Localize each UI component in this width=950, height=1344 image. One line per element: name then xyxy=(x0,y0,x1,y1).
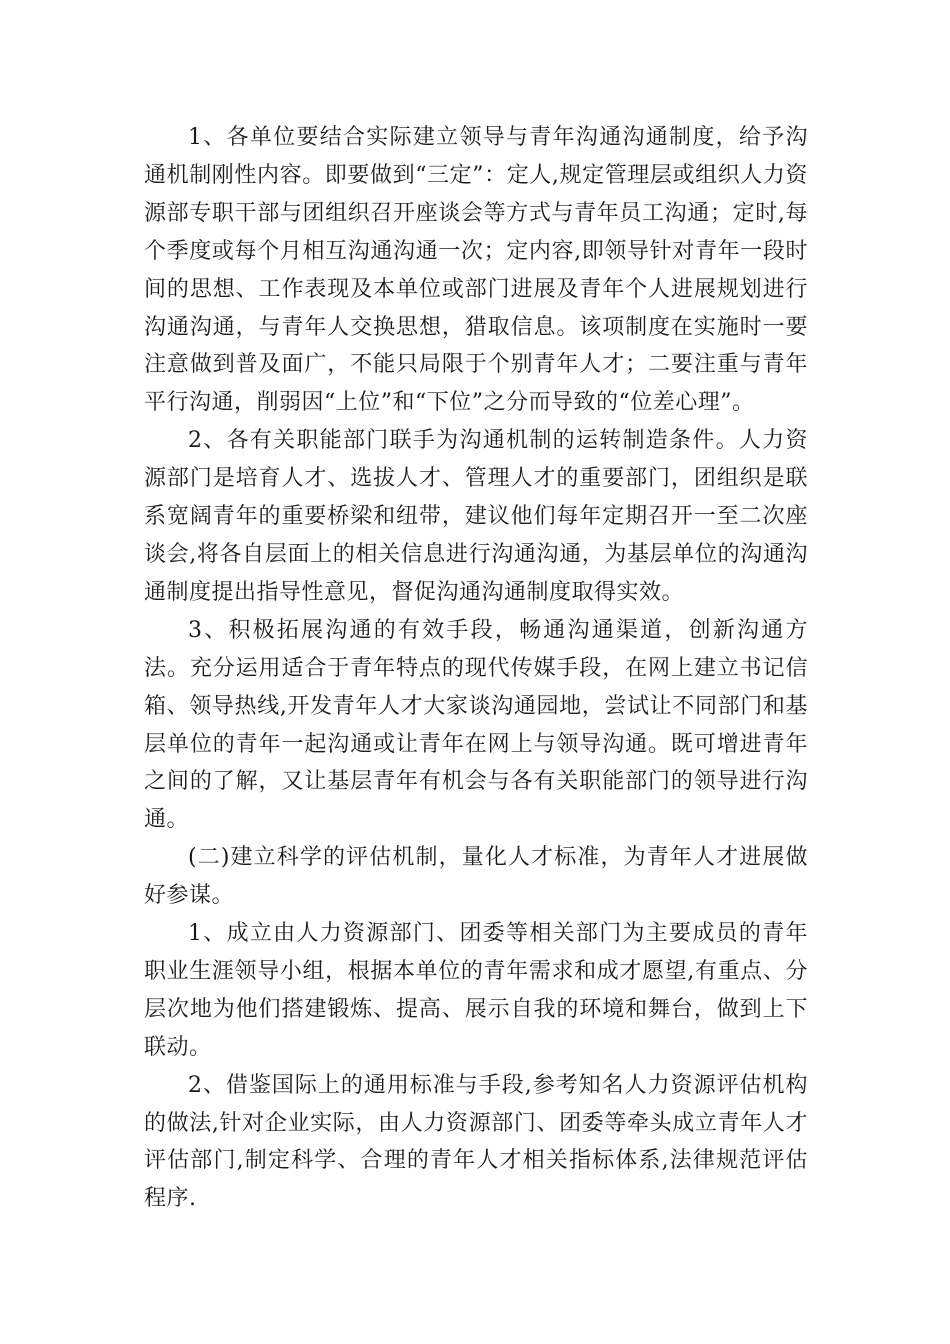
paragraph-5: 2、借鉴国际上的通用标准与手段,参考知名人力资源评估机构的做法,针对企业实际，由人力资源部门、团委等牵头成立青年人才评估部门,制定科学、合理的青年人才相关指标体系,法律规范评估程序. xyxy=(144,1072,808,1212)
paragraph-1: 1、各单位要结合实际建立领导与青年沟通沟通制度，给予沟通机制刚性内容。即要做到“三定”：定人,规定管理层或组织人力资源部专职干部与团组织召开座谈会等方式与青年员工沟通；定时,每个季度或每个月相互沟通沟通一次；定内容,即领导针对青年一段时间的思想、工作表现及本单位或部门进展及青年个人进展规划进行沟通沟通，与青年人交换思想，猎取信息。该项制度在实施时一要注意做到普及面广，不能只局限于个别青年人才；二要注重与青年平行沟通，削弱因“上位”和“下位”之分而导致的“位差心理”。 xyxy=(144,125,808,416)
paragraph-4: 1、成立由人力资源部门、团委等相关部门为主要成员的青年职业生涯领导小组，根据本单位的青年需求和成才愿望,有重点、分层次地为他们搭建锻炼、提高、展示自我的环境和舞台，做到上下联动。 xyxy=(144,921,808,1060)
paragraph-3: 3、积极拓展沟通的有效手段，畅通沟通渠道，创新沟通方法。充分运用适合于青年特点的现代传媒手段，在网上建立书记信箱、领导热线,开发青年人才大家谈沟通园地，尝试让不同部门和基层单位的青年一起沟通或让青年在网上与领导沟通。既可增进青年之间的了解，又让基层青年有机会与各有关职能部门的领导进行沟通。 xyxy=(144,617,808,833)
section-heading: (二)建立科学的评估机制，量化人才标准，为青年人才进展做好参谋。 xyxy=(144,845,808,909)
paragraph-2: 2、各有关职能部门联手为沟通机制的运转制造条件。人力资源部门是培育人才、选拔人才、管理人才的重要部门，团组织是联系宽阔青年的重要桥梁和纽带，建议他们每年定期召开一至二次座谈会,将各自层面上的相关信息进行沟通沟通，为基层单位的沟通沟通制度提出指导性意见，督促沟通沟通制度取得实效。 xyxy=(144,428,808,605)
document-body xyxy=(144,119,808,1218)
